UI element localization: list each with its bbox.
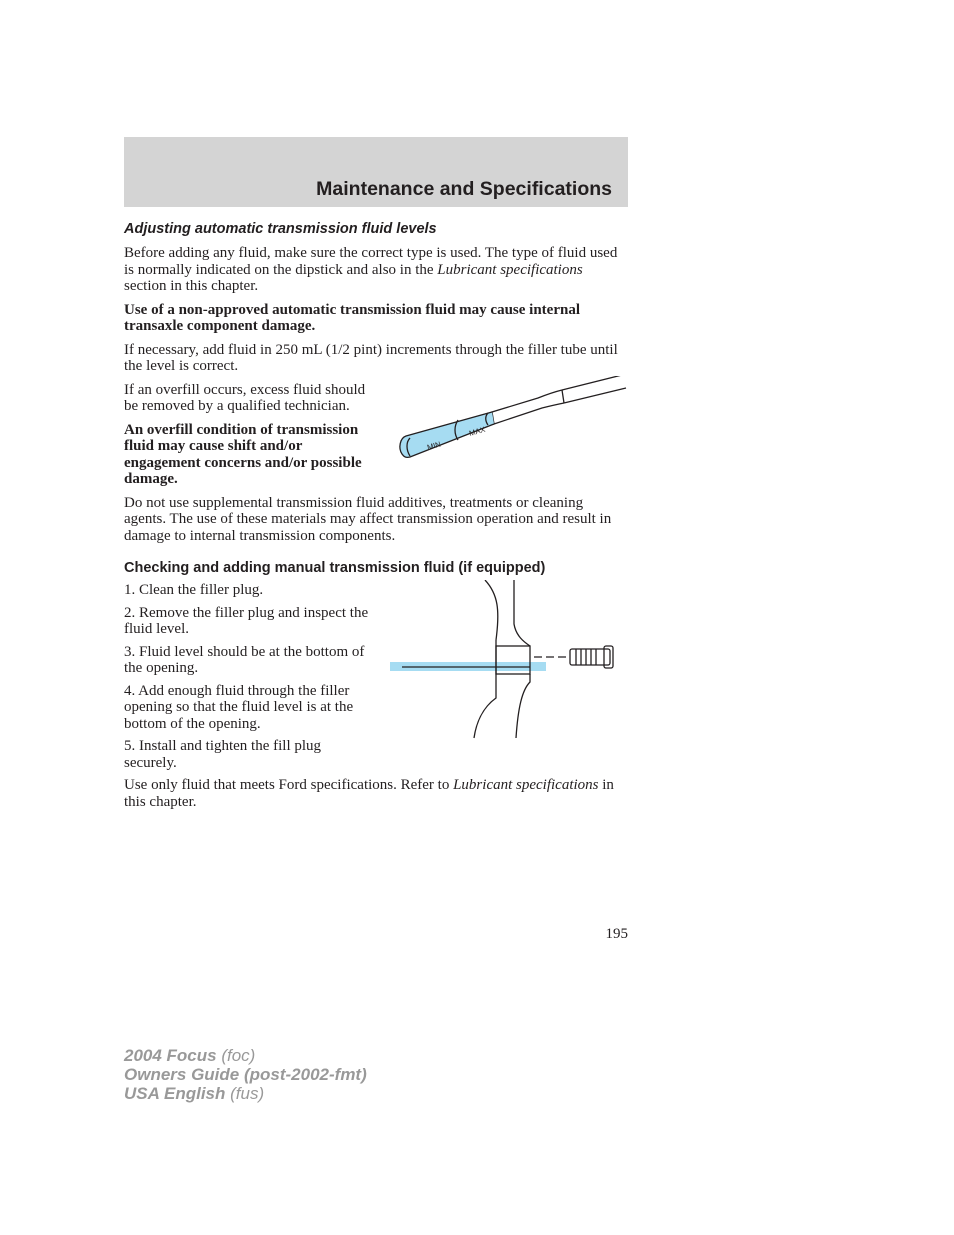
paragraph-overfill: If an overfill occurs, excess fluid should be removed by a qualified technician. [124, 381, 366, 414]
step-item: 1. Clean the filler plug. [124, 582, 264, 598]
overfill-row [124, 382, 628, 488]
section-title: Maintenance and Specifications [316, 178, 612, 200]
page-content [124, 219, 628, 817]
heading-manual-fluid: Checking and adding manual transmission fluid (if equipped) [124, 560, 546, 576]
paragraph-add-fluid: If necessary, add fluid in 250 mL (1/2 pint) increments through the filler tube until the level is correct. [124, 341, 618, 374]
step-item: 4. Add enough fluid through the filler opening so that the fluid level is at the bottom of the opening. [124, 682, 354, 732]
warning-non-approved-fluid: Use of a non-approved automatic transmission fluid may cause internal transaxle component damage. [124, 301, 580, 334]
manual-steps-list [124, 582, 374, 771]
warning-overfill: An overfill condition of transmission fluid may cause shift and/or engagement concerns and/or possible damage. [124, 421, 362, 487]
lubricant-specifications-reference: Lubricant specifications [453, 777, 599, 793]
header-band [124, 137, 628, 207]
step-item: 5. Install and tighten the fill plug securely. [124, 738, 322, 771]
dipstick-illustration [392, 376, 632, 466]
page-number: 195 [605, 926, 628, 942]
step-item: 3. Fluid level should be at the bottom of the opening. [124, 643, 365, 676]
lubricant-specifications-reference: Lubricant specifications [437, 261, 583, 278]
filler-plug-illustration [390, 580, 620, 740]
heading-automatic-fluid: Adjusting automatic transmission fluid levels [124, 221, 437, 237]
paragraph-fluid-type: Before adding any fluid, make sure the correct type is used. The type of fluid used is normally indicated on the dipstick and also in the Lubricant specifications section in this chapter. [124, 245, 618, 294]
min-label: MIN [426, 438, 442, 452]
manual-steps-row [124, 582, 628, 771]
max-label: MAX [468, 424, 487, 438]
paragraph-ford-specifications: Use only fluid that meets Ford specifications. Refer to Lubricant specifications in this chapter. [124, 777, 614, 810]
document-footer: 2004 Focus (foc) Owners Guide (post-2002-fmt) USA English (fus) [124, 1046, 367, 1103]
step-item: 2. Remove the filler plug and inspect the fluid level. [124, 604, 369, 637]
paragraph-additives: Do not use supplemental transmission fluid additives, treatments or cleaning agents. The use of these materials may affect transmission operation and result in damage to internal transmission components. [124, 494, 612, 544]
